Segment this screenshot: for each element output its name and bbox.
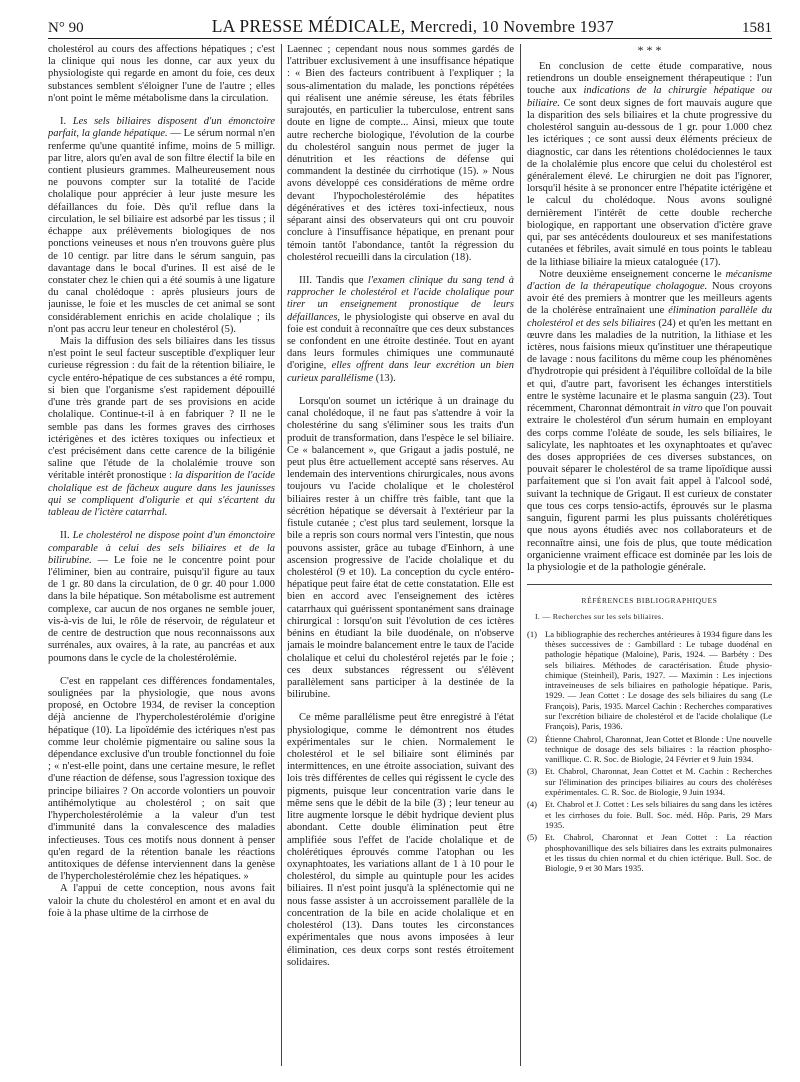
section-title: l'examen clinique du sang tend à rapprocher le cholestérol et l'acide cholalique pour tirer un enseignement pronostique de leurs défaillances, xyxy=(287,274,514,323)
section-emphasis: elles offrent dans leur excrétion un bien curieux parallélisme xyxy=(287,360,514,384)
reference-text: Étienne Chabrol, Charonnat, Jean Cottet et Blonde : Une nouvelle technique de dosage des sels biliaires : la réaction phospho-vanillique. C. R. Soc. de Biologie, 24 Février et 9 Juin 1934. xyxy=(545,733,772,765)
paragraph-text: (24) et qu'en les mettant en œuvre dans les maladies de la nutrition, la lithiase et les ictères, nous faisions mieux qu'instituer une thérapeutique de lavage : nous facilitons du même coup les phénomènes d'hydrotropie qui président à l'équilibre colloïdal de la bile et qui, d'autre part, favorisent les échanges interstitiels entre le système lacunaire et le plasma sanguin (23). Tout récemment, Charonnat démontrait xyxy=(527,317,772,415)
reference-item xyxy=(527,629,772,732)
reference-text: Et. Chabrol et J. Cottet : Les sels biliaires du sang dans les ictères et les cirrhoses du foie. Bull. Soc. méd. Hôp. Paris, 29 Mars 1935. xyxy=(545,799,772,830)
column-rule-1 xyxy=(281,44,282,1066)
section-text: (13). xyxy=(373,372,396,384)
reference-text: La bibliographie des recherches antérieures à 1934 figure dans les thèses successives de : Gambillard : Le tubage duodénal en pathologie hépatique (Maloine), Paris, 1924. — Barbéty : Des sels biliaires. Méthodes de caractérisation. Étude physio-chimique (Steinheil), Paris, 1927. — Maximin : Les injections intraveineuses de sels biliaires en pathologie hépatique. Paris, 1929. — Jean Cottet : Le dosage des sels biliaires du sang (Le François), Paris, 1935. Marcel Cachin : Recherches comparatives sur l'excrétion biliaire de cholestérol et de l'acide cholalique (Le François), Paris, 1936. xyxy=(545,628,772,732)
paragraph: Laennec ; cependant nous nous sommes gardés de l'attribuer exclusivement à une insuffisance hépatique : « Bien des facteurs contribuent à l'expliquer ; la sous-alimentation du malade, les ponctions répétées qui réalisent une anémie séreuse, les états fébriles surajoutés, en particulier la tuberculose, entrent sans doute en ligne de compte... Ainsi, mieux que toute autre recherche biologique, l'évolution de la courbe du cholestérol sanguin nous permet de juger la dénutrition et les réactions de défense qui commandent la destinée du cirrhotique (15). » Nous avons développé ces considérations de même ordre devant l'hypocholestérolémie des hépatites dégénératives et des ictères toxi-infectieux, nous séparant ainsi des observateurs qui ont cru pouvoir conclure à l'insuffisance hépatique, en prenant pour témoin tantôt l'abondance, tantôt la régression du cholestérol recueilli dans la circulation (18). xyxy=(287,44,514,263)
page-number: 1581 xyxy=(741,20,772,36)
column-rule-2 xyxy=(520,44,521,1066)
paragraph-text: En conclusion de cette étude comparative, nous retiendrons un double enseignement thérapeutique : l'un touche aux xyxy=(527,61,772,97)
section-number: I. xyxy=(60,116,73,128)
section-text: le physiologiste qui observe en aval du foie est conduit à reconnaître que ces deux substances se confondent en une étroite destinée. Tout en ayant dans leurs formules chimiques une communauté d'origine, xyxy=(287,311,514,372)
journal-title: LA PRESSE MÉDICALE, xyxy=(211,16,406,36)
reference-item xyxy=(527,832,772,873)
section-title: Le cholestérol ne dispose point d'un émonctoire comparable à celui des sels biliaires et de la bilirubine. xyxy=(48,530,275,566)
reference-item xyxy=(527,766,772,797)
paragraph-emphasis: indications de la chirurgie hépatique ou biliaire. xyxy=(527,85,772,109)
paragraph-text: Nous croyons avoir été des premiers à montrer que les meilleurs agents de la cholérèse entraînaient une xyxy=(527,280,772,317)
paragraph-emphasis: in vitro xyxy=(672,403,703,415)
references-list xyxy=(527,629,772,874)
reference-text: Et. Chabrol, Charonnat, Jean Cottet et M. Cachin : Recherches sur l'élimination des principes biliaires au cours des cholérèses expérimentales. C. R. Soc. de Biologie, 9 Juin 1934. xyxy=(545,766,772,798)
section-number: II. xyxy=(60,530,73,542)
column-2 xyxy=(287,44,514,1066)
paragraph xyxy=(48,336,275,519)
paragraph: Ce même parallélisme peut être enregistré à l'état physiologique, comme le démontrent nos études expérimentales sur le chien. Normalement le cholestérol et le sel biliaire sont éliminés par intermittences, en une étroite association, suivant des lois très différentes de celles qui régissent le cycle des pigments, puisque leur concentration varie dans le même sens que le débit de la bile (3) ; leur teneur au litre augmente lorsque le débit hydrique devient plus abondant. Cette double élimination peut être amplifiée sous l'effet de l'acide cholalique et de cholérétiques éprouvés comme l'atophan ou les oxynaphtoates, les variations allant de 1 à 10 pour le cholestérol, du simple au quintuple pour les acides biliaires. Il n'est point jusqu'à la splénectomie qui ne nous fasse assister à un accroissement parallèle de la concentration de la bile en acide cholalique et en cholestérol (13). Dans toutes les circonstances expérimentales que nous avons imposées à leur élimination, ces deux corps sont restés étroitement solidaires. xyxy=(287,712,514,968)
section-text: — Le foie ne le concentre point pour l'éliminer, bien au contraire, puisqu'il figure au taux de 1 gr. 80 dans la circulation, de 0 gr. 40 pour 1.000 dans la bile hépatique. Son métabolisme est autrement complexe, car aucun de nos organes ne semble jouer, vis-à-vis de lui, le rôle de réservoir, de régulateur et de centre de destruction que nous reconnaissons aux surrénales, aux ovaires, à la rate, au pancréas et aux poumons dans le cycle de la cholestérolémie. xyxy=(48,554,275,664)
references-subheading: I. — Recherches sur les sels biliaires. xyxy=(535,612,664,622)
section-text: — Le sérum normal n'en renferme qu'une quantité infime, moins de 5 milligr. par litre, alors qu'en aval de son filtre électif la bile en contient plusieurs grammes. Malheureusement nous ne pouvons compter sur la totalité de l'acide cholalique pour apprécier à leur juste mesure les défaillances du foie. Dès qu'il reflue dans la circulation, le sel biliaire est adsorbé par les tissus ; il échappe aux prélèvements biologiques de nos ponctions veineuses et nous n'en trouvons guère plus de 10 centigr. par litre dans le sérum sanguin, pas davantage dans le bocal d'urines. Il est aisé de le constater chez le chien qui a été soumis à une ligature du canal cholédoque : après plusieurs jours de jaunisse, le foie et les muscles de cet animal se sont considérablement enrichis en acide cholalique ; ils n'ont pas accru leur teneur en cholestérol (5). xyxy=(48,128,275,335)
section-2 xyxy=(48,530,275,664)
reference-number: (3) xyxy=(527,766,538,777)
section-separator: * * * xyxy=(637,44,662,57)
section-3 xyxy=(287,275,514,385)
reference-number: (5) xyxy=(527,832,538,843)
section-number: III. Tandis que xyxy=(299,274,368,286)
section-1 xyxy=(48,116,275,336)
paragraph: Lorsqu'on soumet un ictérique à un drainage du canal cholédoque, il ne faut pas s'attendre à voir la cholestérine du sang s'éliminer sous les traits d'un produit de transformation, dans l'espèce le sel biliaire. Ce « balancement », que Grigaut a jadis postulé, ne peut plus être actuellement accepté sans réserves. Au lendemain des interventions chirurgicales, nous avons toujours vu l'acide cholalique et le cholestérol biliaires rester à un chiffre très faible, tant que la sécrétion hépatique se déversait à l'extérieur par la fistule cutanée ; c'est plus tard seulement, lorsque la bile a repris son cours normal vers l'intestin, que nous pouvons assister, grâce au tubage d'Einhorn, à une ascension progressive de l'acide cholalique et du cholestérol (9 et 10). La conception du cycle entéro-hépatique peut faire état de cette constatation. Elle est bien en accord avec l'enseignement des ictères catarrhaux qui guérissent spontanément sans drainage chirurgical : lorsqu'on suit l'évolution de ces ictères bénins en étudiant la bile duodénale, on n'observe jamais le moindre balancement entre le taux de l'acide cholalique et celui du cholestérol rejetés par le foie ; ces deux substances régressent ou s'élèvent parallèlement sans participer à la destinée de la bilirubine. xyxy=(287,395,514,701)
reference-item xyxy=(527,734,772,765)
reference-number: (4) xyxy=(527,799,538,810)
reference-number: (1) xyxy=(527,628,538,639)
reference-number: (2) xyxy=(527,733,538,744)
reference-item xyxy=(527,799,772,830)
masthead xyxy=(212,16,614,37)
reference-text: Et. Chabrol, Charonnat et Jean Cottet : La réaction phosphovanillique des sels biliaires dans les extraits pulmonaires et les tissus du chien normal et du chien ictérique. Bull. Soc. de Biologie, 9 et 30 Mars 1935. xyxy=(545,832,772,874)
paragraph-text: Mais la diffusion des sels biliaires dans les tissus n'est point le seul facteur susceptible d'expliquer leur curieuse régression : du fait de la rétention biliaire, le cycle entéro-hépatique de ces substances a été rompu, si bien que l'organisme s'est rapidement dépouillé d'une très grande part de ses provisions en acide cholalique. Continue-t-il à en fabriquer ? Il ne le semble pas dans les formes graves des cirrhoses ictérigènes et des ictères toxiques ou infectieux et c'est précisément dans cette carence de la biligénie saline que l'étude de la cholalémie trouve son véritable intérêt pronostique : xyxy=(48,336,275,482)
issue-number: N° 90 xyxy=(48,20,84,36)
references-heading: RÉFÉRENCES BIBLIOGRAPHIQUES xyxy=(527,584,772,607)
paragraph xyxy=(527,61,772,269)
paragraph: cholestérol au cours des affections hépatiques ; c'est la clinique qui nous les donne, car aux yeux du physiologiste qui regarde en amont du foie, ces deux substances semblent s'éloigner l'une de l'autre ; elles n'ont point le même métabolisme dans la circulation. xyxy=(48,44,275,104)
paragraph: A l'appui de cette conception, nous avons fait valoir la chute du cholestérol en amont et en aval du foie à la phase ultime de la cirrhose de xyxy=(48,883,275,919)
paragraph-text: Notre deuxième enseignement concerne le xyxy=(539,268,726,280)
section-title: Les sels biliaires disposent d'un émonctoire parfait, la glande hépatique. xyxy=(48,116,275,140)
paragraph xyxy=(527,269,772,574)
paragraph-emphasis: mécanisme d'action de la thérapeutique cholagogue. xyxy=(527,268,772,292)
paragraph-emphasis: élimination parallèle du cholestérol et des sels biliaires xyxy=(527,305,772,329)
issue-date: Mercredi, 10 Novembre 1937 xyxy=(409,17,614,36)
paragraph-emphasis: la disparition de l'acide cholalique est de fâcheux augure dans les jaunisses qui se compliquent d'oligurie et qui s'écartent du tableau de l'ictère catarrhal. xyxy=(48,470,275,519)
paragraph-text: que l'on pouvait extraire le cholestérol d'un sérum humain en employant des corps comme l'oléate de soude, les sels biliaires, le salicylate, les naphtoates et les oxynaphtoates et qu'avec des doses appropriées de ces diverses substances, on pouvait séparer le cholestérol de sa trame lipoïdique aussi parfaitement que si l'on avait fait appel à l'alcool sodé, suivant la technique de Grigaut. Il est curieux de constater que tous ces corps tensio-actifs, éprouvés sur le plasma sanguin, figurent parmi les plus puissants cholérétiques que nous ayons étudiés avec nos collaborateurs et de reconnaître ainsi, une fois de plus, que toute médication organicienne vraiment efficace est dominée par les lois de la physiologie et de la pathologie générale. xyxy=(527,403,772,573)
page-header xyxy=(48,16,772,39)
column-1 xyxy=(48,44,275,1066)
column-3 xyxy=(527,44,772,1066)
paragraph-text: Ce sont deux signes de fort mauvais augure que la disparition des sels biliaires et la chute progressive du cholestérol sanguin au-dessous de 1 gr. pour 1.000 chez les ictériques ; ce sont aussi deux éléments précieux de diagnostic, car dans les rétentions cholédociennes le taux de la cholalémie plus encore que celui du cholestérol est généralement élevé. Le chirurgien ne doit pas l'ignorer, lorsqu'il hésite à se prononcer entre l'hépatite ictérigène et le calcul du cholédoque. Nous avons souligné dernièrement l'intérêt de cette double recherche biologique, en rapportant une observation d'ictère grave qui, par ses antécédents douloureux et ses manifestations cutanées et fébriles, avait simulé en tous points le tableau de la lithiase biliaire la mieux cataloguée (17). xyxy=(527,97,772,268)
paragraph: C'est en rappelant ces différences fondamentales, soulignées par la physiologie, que nous avons proposé, en Octobre 1934, de reviser la conception déjà ancienne de l'hypercholestérolémie d'origine hépatique (10). La lipoïdémie des ictériques n'est pas comme leur cholémie pigmentaire ou saline sous la dépendance exclusive d'un trouble fonctionnel du foie ; « n'est-elle point, dans une certaine mesure, le reflet d'une réaction de défense, sous l'agression toxique des principe biliaires ? On accorde volontiers un pouvoir antihémolytique au cholestérol ; on sait que l'hypercholestérolémie a la valeur d'un test d'immunité dans la convalescence des maladies infectieuses. Tous ces motifs nous donnent à penser qu'en regard de la rétention banale les réactions antitoxiques de défense interviennent dans la genèse de l'hypercholestérolémie chez les hépatiques. » xyxy=(48,675,275,883)
